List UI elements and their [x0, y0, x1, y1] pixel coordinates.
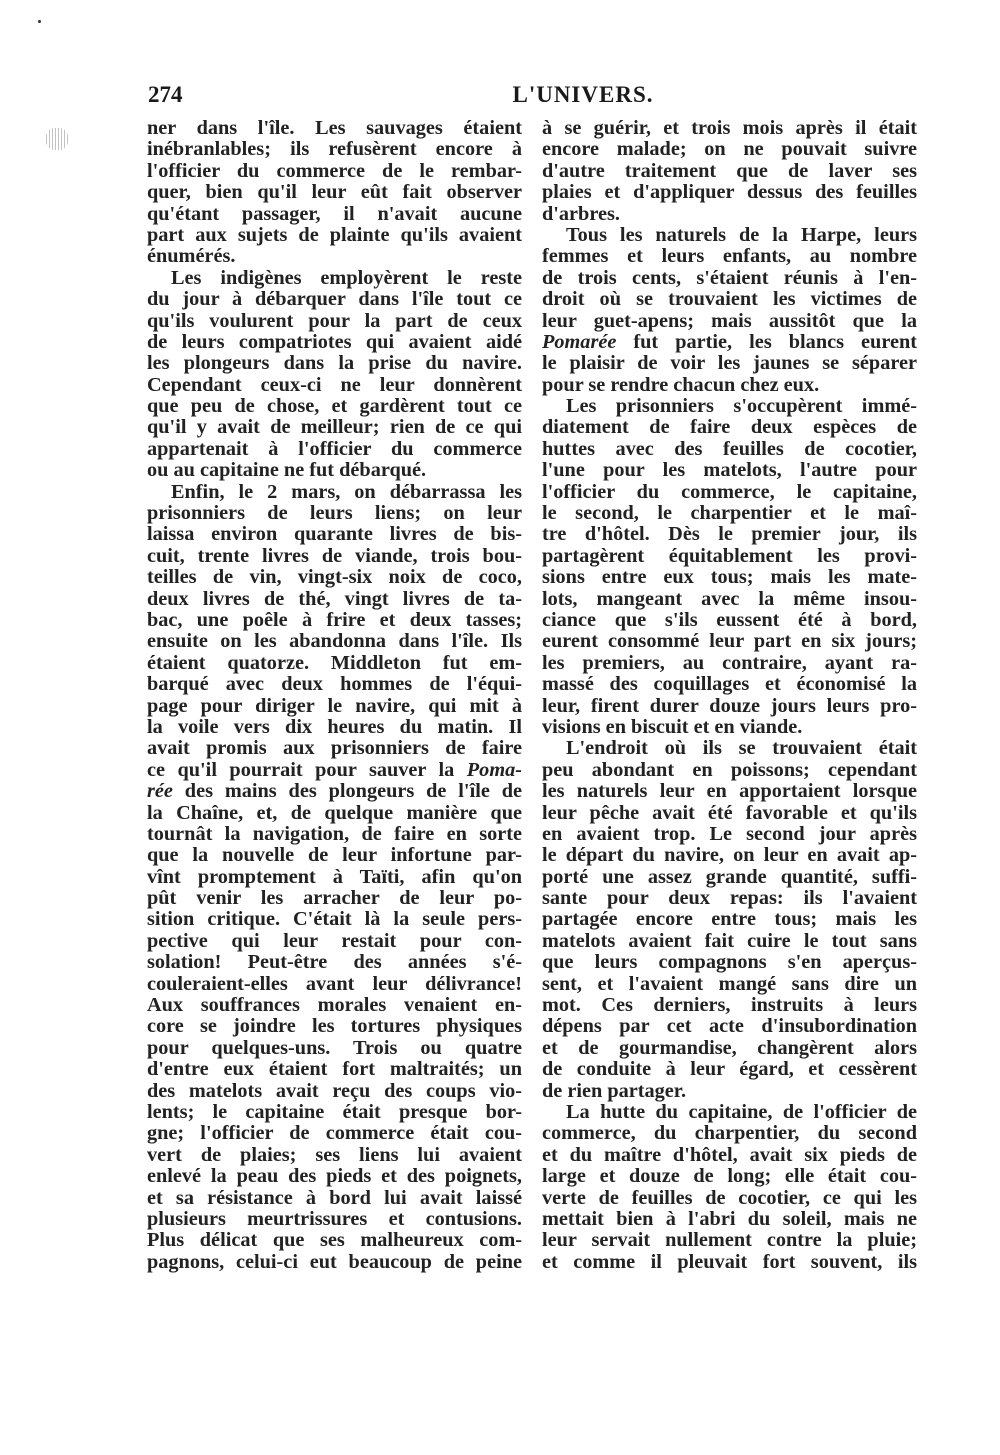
text-line: bac, une poêle à frire et deux tasses;: [147, 608, 522, 631]
text-line: core se joindre les tortures physiques: [147, 1015, 522, 1038]
text-line: pective qui leur restait pour con-: [147, 929, 522, 952]
text-line: page pour diriger le navire, qui mit à: [147, 694, 522, 717]
text-line: l'une pour les matelots, l'autre pour: [542, 459, 917, 482]
text-line: Aux souffrances morales venaient en-: [147, 994, 522, 1017]
text-line: de leurs compatriotes qui avaient aidé: [147, 330, 522, 353]
text-line: leur pêche avait été favorable et qu'ils: [542, 801, 917, 824]
page-header: [148, 82, 918, 116]
text-line: pagnons, celui-ci eut beaucoup de peine: [147, 1250, 522, 1273]
text-line: plusieurs meurtrissures et contusions.: [147, 1207, 522, 1230]
text-line: eurent consommé leur part en six jours;: [542, 630, 917, 653]
text-line: Les prisonniers s'occupèrent immé-: [566, 395, 917, 418]
text-line: barqué avec deux hommes de l'équi-: [147, 673, 522, 696]
text-line: qu'ils voulurent pour la part de ceux: [147, 309, 522, 332]
text-line: mot. Ces derniers, instruits à leurs: [542, 994, 917, 1017]
italic-ship-name: Pomarée: [542, 330, 617, 353]
text-line: lots, mangeant avec la même insou-: [542, 587, 917, 610]
text-line: encore malade; on ne pouvait suivre: [542, 138, 917, 161]
text-line: vînt promptement à Taïti, afin qu'on: [147, 865, 522, 888]
text-line: d'entre eux étaient fort maltraités; un: [147, 1058, 522, 1081]
text-line: pour quelques-uns. Trois ou quatre: [147, 1036, 522, 1059]
left-column: [147, 118, 522, 1273]
text-line: pût venir les arracher de leur po-: [147, 887, 522, 910]
text-line: qu'il y avait de meilleur; rien de ce qui: [147, 416, 522, 439]
text-line: partagèrent équitablement les provi-: [542, 544, 917, 567]
text-line: matelots avaient fait cuire le tout sans: [542, 929, 917, 952]
right-column: [542, 118, 917, 1273]
text-line: leur guet-apens; mais aussitôt que la: [542, 309, 917, 332]
text-line: droit où se trouvaient les victimes de: [542, 288, 917, 311]
text-line: ensuite on les abandonna dans l'île. Ils: [147, 630, 522, 653]
text-line: Pomarée fut partie, les blancs eurent: [542, 330, 917, 353]
text-line: de trois cents, s'étaient réunis à l'en-: [542, 266, 917, 289]
text-line: laissa environ quarante livres de bis-: [147, 523, 522, 546]
text-line: dépens par cet acte d'insubordination: [542, 1015, 917, 1038]
text-line: l'officier du commerce de le rembar-: [147, 159, 522, 182]
text-line: lents; le capitaine était presque bor-: [147, 1100, 522, 1123]
text-line: que leurs compagnons s'en aperçus-: [542, 951, 917, 974]
text-line: étaient quatorze. Middleton fut em-: [147, 651, 522, 674]
text-line: enlevé la peau des pieds et des poignets,: [147, 1165, 522, 1188]
text-line: Plus délicat que ses malheureux com-: [147, 1229, 522, 1252]
text-line: énumérés.: [147, 245, 236, 268]
text-line: Cependant ceux-ci ne leur donnèrent: [147, 373, 522, 396]
text-line: les naturels leur en apportaient lorsque: [542, 780, 917, 803]
text-line: les premiers, au contraire, ayant ra-: [542, 651, 917, 674]
text-line: mettait bien à l'abri du soleil, mais ne: [542, 1207, 917, 1230]
text-line: que peu de chose, et gardèrent tout ce: [147, 395, 522, 418]
text-line: solation! Peut-être des années s'é-: [147, 951, 522, 974]
text-line: vert de plaies; ses liens lui avaient: [147, 1143, 522, 1166]
text-line: ciance que s'ils eussent été à bord,: [542, 608, 917, 631]
text-line: femmes et leurs enfants, au nombre: [542, 245, 917, 268]
text-line: ce qu'il pourrait pour sauver la Poma-: [147, 758, 522, 781]
text-line: part aux sujets de plainte qu'ils avaient: [147, 223, 522, 246]
text-line: Les indigènes employèrent le reste: [171, 266, 522, 289]
text-line: quer, bien qu'il leur eût fait observer: [147, 181, 522, 204]
text-line: avait promis aux prisonniers de faire: [147, 737, 522, 760]
text-line: large et douze de long; elle était cou-: [542, 1165, 917, 1188]
text-line: en avaient trop. Le second jour après: [542, 822, 917, 845]
text-line: partagée encore entre tous; mais les: [542, 908, 917, 931]
margin-smudge: [46, 128, 68, 150]
text-line: Tous les naturels de la Harpe, leurs: [566, 223, 917, 246]
text-line: des matelots avait reçu des coups vio-: [147, 1079, 522, 1102]
text-line: tre d'hôtel. Dès le premier jour, ils: [542, 523, 917, 546]
text-line: gne; l'officier de commerce était cou-: [147, 1122, 522, 1145]
text-line: ou au capitaine ne fut débarqué.: [147, 459, 427, 482]
text-line: La hutte du capitaine, de l'officier de: [566, 1100, 917, 1123]
text-line: peu abondant en poissons; cependant: [542, 758, 917, 781]
text-line: qu'étant passager, il n'avait aucune: [147, 202, 522, 225]
text-line: appartenait à l'officier du commerce: [147, 437, 522, 460]
text-line: sent, et l'avaient mangé sans dire un: [542, 972, 917, 995]
text-line: sante pour deux repas: ils l'avaient: [542, 887, 917, 910]
text-line: Enfin, le 2 mars, on débarrassa les: [171, 480, 522, 503]
text-line: massé des coquillages et économisé la: [542, 673, 917, 696]
text-line: tournât la navigation, de faire en sorte: [147, 822, 522, 845]
text-line: visions en biscuit et en viande.: [542, 715, 803, 738]
text-line: et de gourmandise, changèrent alors: [542, 1036, 917, 1059]
text-line: rée des mains des plongeurs de l'île de: [147, 780, 522, 803]
text-line: de rien partager.: [542, 1079, 687, 1102]
text-line: leur, firent durer douze jours leurs pro-: [542, 694, 917, 717]
running-title: L'UNIVERS.: [512, 82, 654, 107]
print-speck: [38, 20, 41, 23]
text-line: du jour à débarquer dans l'île tout ce: [147, 288, 522, 311]
text-line: leur servait nullement contre la pluie;: [542, 1229, 917, 1252]
text-line: sition critique. C'était là la seule pers-: [147, 908, 522, 931]
text-line: plaies et d'appliquer dessus des feuilles: [542, 181, 917, 204]
text-line: deux livres de thé, vingt livres de ta-: [147, 587, 522, 610]
text-line: le départ du navire, on leur en avait ap-: [542, 844, 917, 867]
text-line: de conduite à leur égard, et cessèrent: [542, 1058, 917, 1081]
text-line: le second, le charpentier et le maî-: [542, 502, 917, 525]
text-line: porté une assez grande quantité, suffi-: [542, 865, 917, 888]
page-number: 274: [148, 82, 183, 107]
italic-ship-name: rée: [147, 780, 173, 803]
text-line: le plaisir de voir les jaunes se séparer: [542, 352, 917, 375]
text-line: et sa résistance à bord lui avait laissé: [147, 1186, 522, 1209]
text-line: commerce, du charpentier, du second: [542, 1122, 917, 1145]
text-line: L'endroit où ils se trouvaient était: [566, 737, 917, 760]
text-line: huttes avec des feuilles de cocotier,: [542, 437, 917, 460]
text-line: inébranlables; ils refusèrent encore à: [147, 138, 522, 161]
text-line: les plongeurs dans la prise du navire.: [147, 352, 522, 375]
text-line: que la nouvelle de leur infortune par-: [147, 844, 522, 867]
text-line: verte de feuilles de cocotier, ce qui les: [542, 1186, 917, 1209]
text-line: pour se rendre chacun chez eux.: [542, 373, 820, 396]
text-line: et comme il pleuvait fort souvent, ils: [542, 1250, 917, 1273]
text-line: prisonniers de leurs liens; on leur: [147, 502, 522, 525]
text-line: l'officier du commerce, le capitaine,: [542, 480, 917, 503]
text-line: couleraient-elles avant leur délivrance!: [147, 972, 522, 995]
text-line: sions entre eux tous; mais les mate-: [542, 566, 917, 589]
text-line: ner dans l'île. Les sauvages étaient: [147, 117, 522, 139]
text-line: teilles de vin, vingt-six noix de coco,: [147, 566, 522, 589]
text-line: d'arbres.: [542, 202, 620, 225]
text-line: la Chaîne, et, de quelque manière que: [147, 801, 522, 824]
text-line: d'autre traitement que de laver ses: [542, 159, 917, 182]
text-line: à se guérir, et trois mois après il était: [542, 117, 917, 139]
text-line: et du maître d'hôtel, avait six pieds de: [542, 1143, 917, 1166]
text-line: diatement de faire deux espèces de: [542, 416, 917, 439]
text-line: la voile vers dix heures du matin. Il: [147, 715, 522, 738]
italic-ship-name: Poma-: [466, 758, 522, 781]
text-line: cuit, trente livres de viande, trois bou-: [147, 544, 522, 567]
